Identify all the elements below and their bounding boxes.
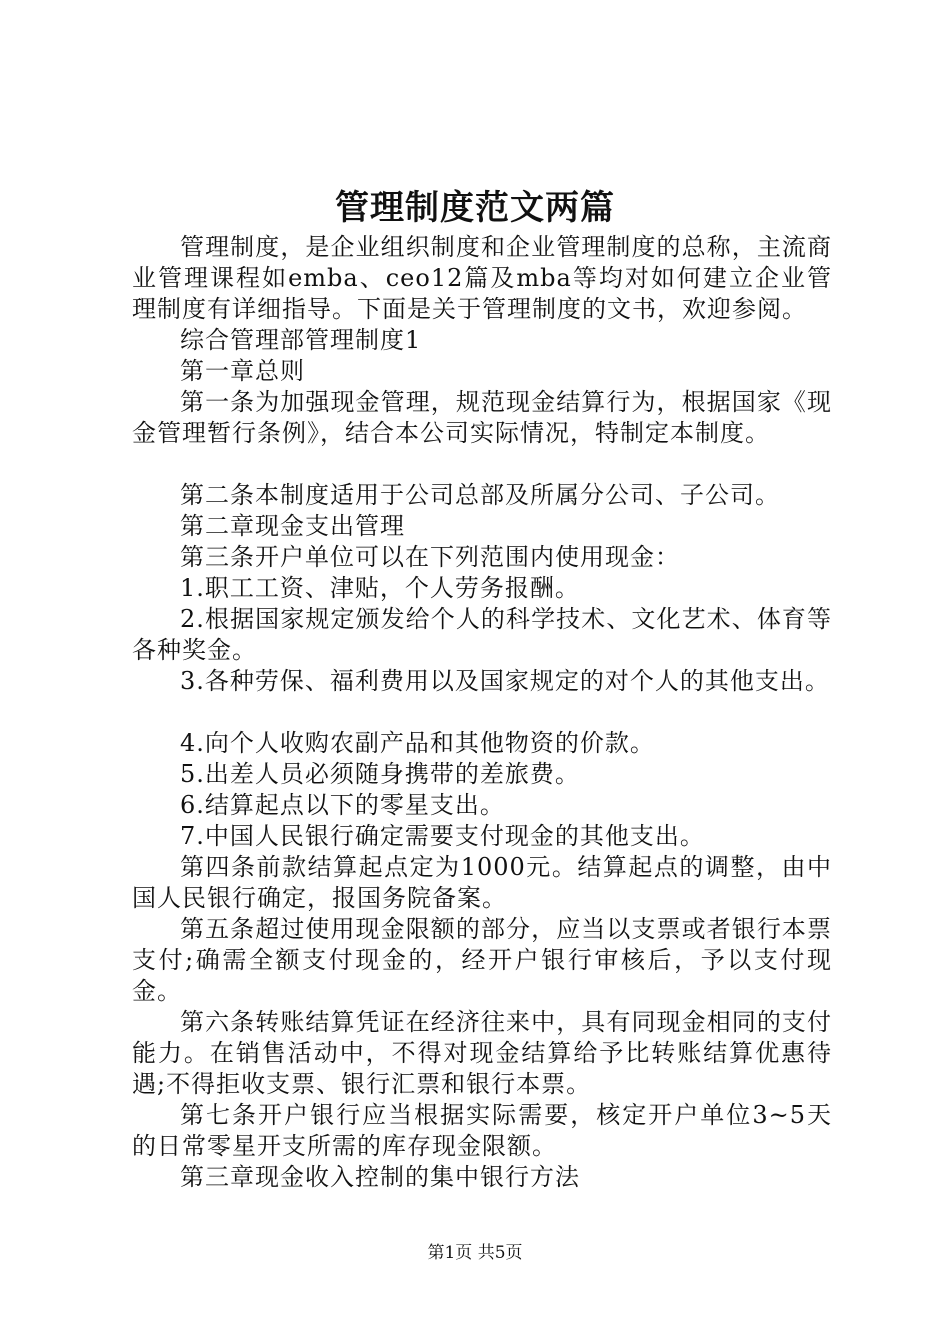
list-item-4: 4.向个人收购农副产品和其他物资的价款。 [180,729,655,757]
paragraph-article-7: 第七条开户银行应当根据实际需要，核定开户单位3~5天的日常零星开支所需的库存现金限额。 [132,1101,832,1160]
list-item-6: 6.结算起点以下的零星支出。 [180,791,505,819]
document-body [132,232,832,1193]
paragraph-article-2: 第二条本制度适用于公司总部及所属分公司、子公司。 [180,481,780,509]
paragraph-section-heading: 综合管理部管理制度1 [180,326,422,354]
paragraph-chapter-1: 第一章总则 [180,357,305,385]
paragraph-article-5: 第五条超过使用现金限额的部分，应当以支票或者银行本票支付;确需全额支付现金的，经开户银行审核后，予以支付现金。 [132,915,832,1005]
paragraph-article-4: 第四条前款结算起点定为1000元。结算起点的调整，由中国人民银行确定，报国务院备案。 [132,853,832,912]
paragraph-intro: 管理制度，是企业组织制度和企业管理制度的总称，主流商业管理课程如emba、ceo12篇及mba等均对如何建立企业管理制度有详细指导。下面是关于管理制度的文书，欢迎参阅。 [132,233,832,323]
list-item-5: 5.出差人员必须随身携带的差旅费。 [180,760,580,788]
paragraph-article-6: 第六条转账结算凭证在经济往来中，具有同现金相同的支付能力。在销售活动中，不得对现金结算给予比转账结算优惠待遇;不得拒收支票、银行汇票和银行本票。 [132,1008,832,1098]
paragraph-article-1: 第一条为加强现金管理，规范现金结算行为，根据国家《现金管理暂行条例》，结合本公司实际情况，特制定本制度。 [132,388,832,447]
document-title: 管理制度范文两篇 [335,188,615,228]
paragraph-chapter-2: 第二章现金支出管理 [180,512,405,540]
paragraph-chapter-3: 第三章现金收入控制的集中银行方法 [180,1163,580,1191]
list-item-2: 2.根据国家规定颁发给个人的科学技术、文化艺术、体育等各种奖金。 [132,605,832,664]
list-item-7: 7.中国人民银行确定需要支付现金的其他支出。 [180,822,705,850]
list-item-3: 3.各种劳保、福利费用以及国家规定的对个人的其他支出。 [180,667,830,695]
page-footer: 第1页 共5页 [427,1243,523,1263]
paragraph-article-3: 第三条开户单位可以在下列范围内使用现金： [180,543,680,571]
list-item-1: 1.职工工资、津贴，个人劳务报酬。 [180,574,580,602]
